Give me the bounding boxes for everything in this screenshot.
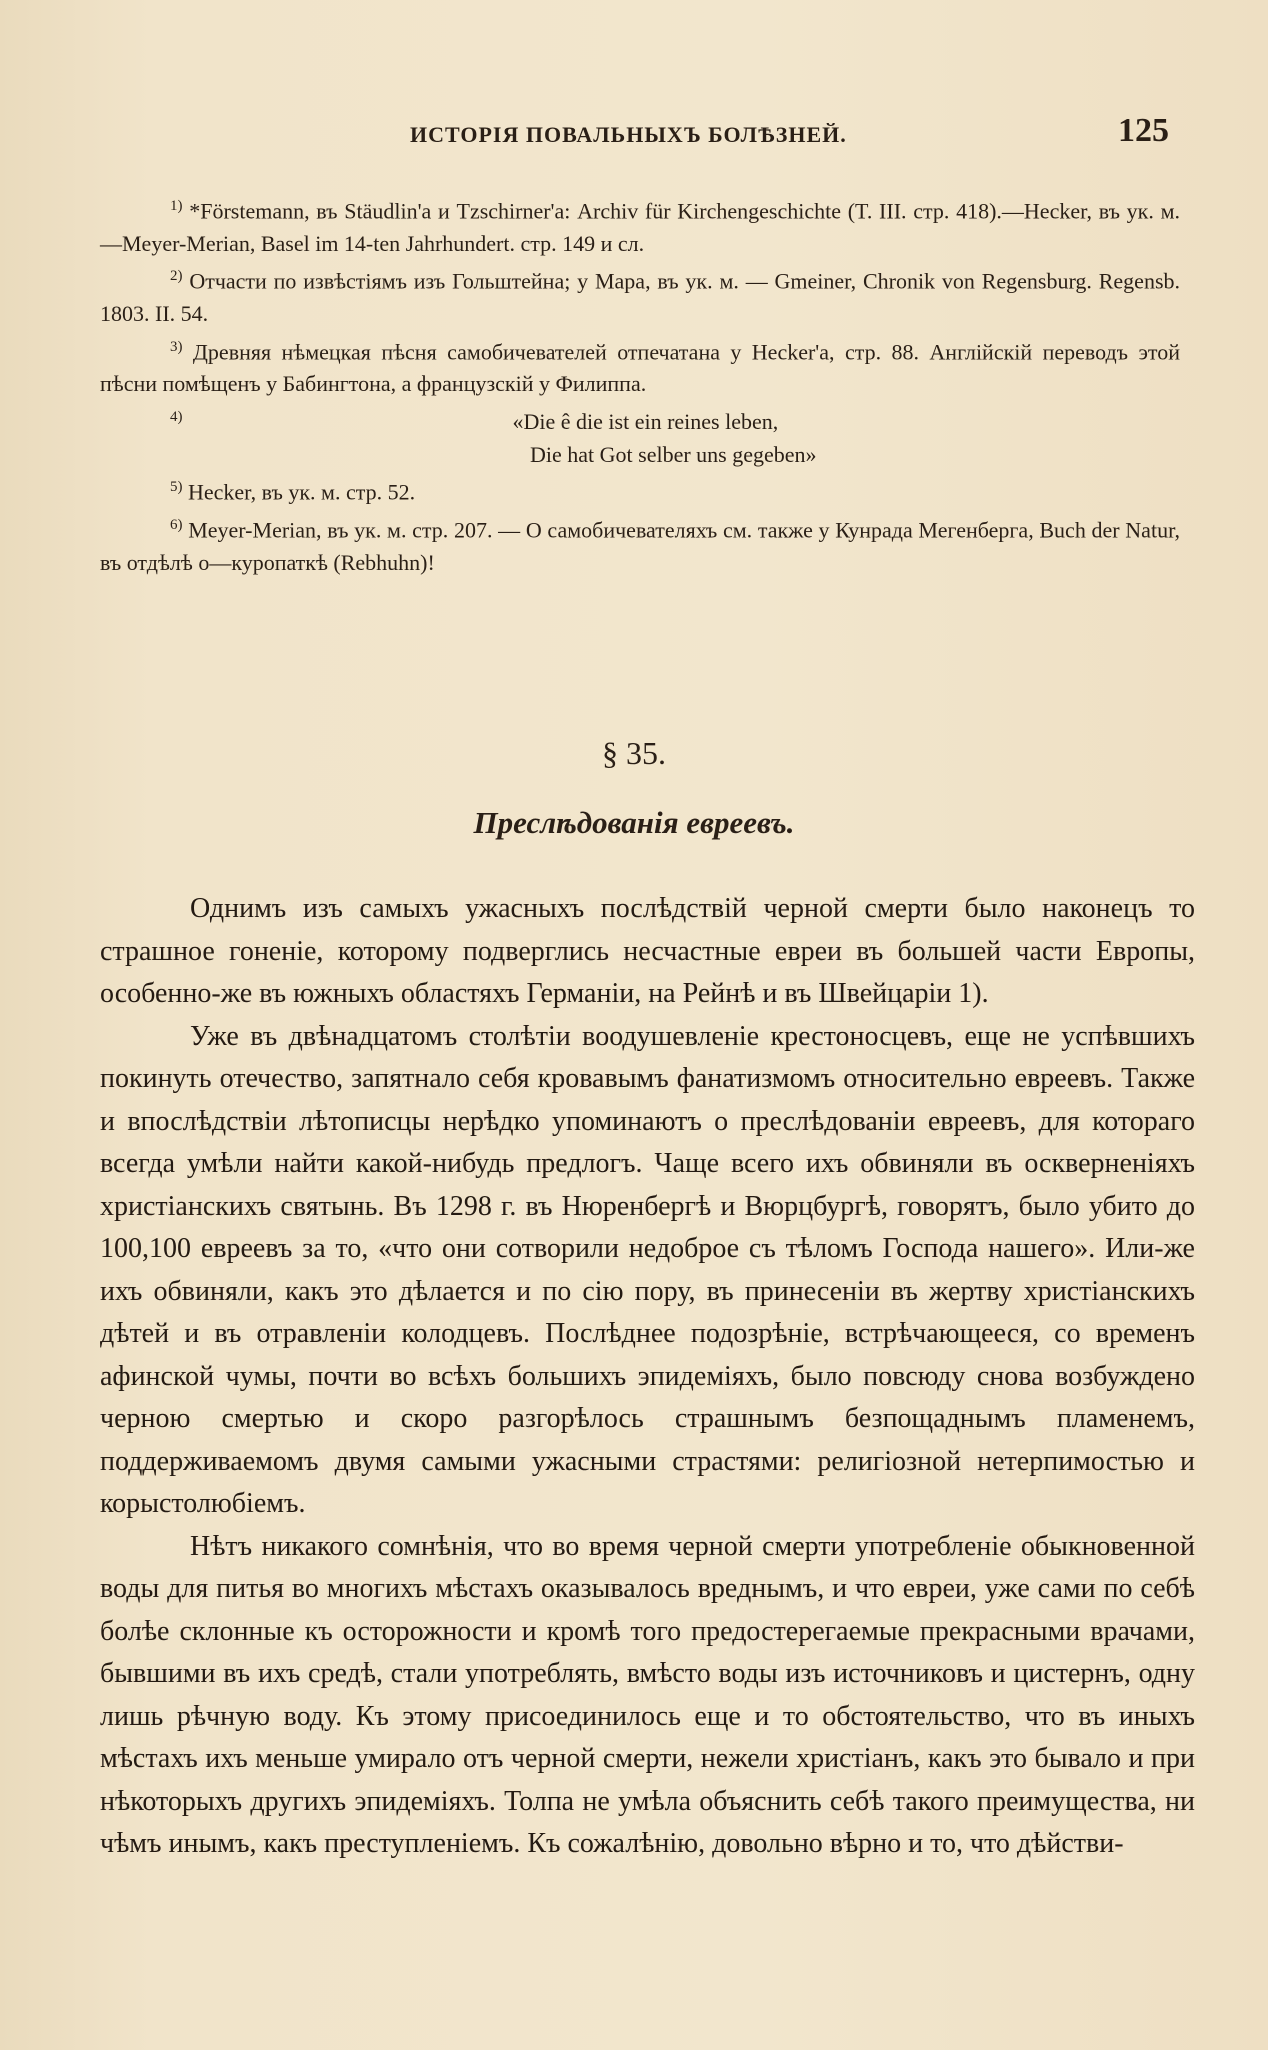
footnote-verse-line — [100, 439, 1180, 472]
page-number: 125 — [1118, 112, 1169, 149]
footnote-verse: $^{4)}$ «Die ê die ist ein reines leben, — [170, 408, 779, 435]
footnote: $^{6)}$ Meyer-Merian, въ ук. м. стр. 207. — О самобичевателяхъ см. также у Кунрада Мегенберга, Buch der Natur, въ отдѣлѣ о—куропаткѣ (Rebhuhn)! — [100, 517, 1181, 575]
footnote: $^{5)}$ Hecker, въ ук. м. стр. 52. — [170, 479, 416, 505]
paragraph: Нѣтъ никакого сомнѣнія, что во время черной смерти употребленіе обыкновенной воды для питья во многихъ мѣстахъ оказывалось вреднымъ, и что евреи, уже сами по себѣ болѣе склонные къ осторожности и кромѣ того предостерегаемые прекрасными врачами, бывшими въ ихъ средѣ, стали употреблять, вмѣсто воды изъ источниковъ и цистернъ, одну лишь рѣчную воду. Къ этому присоединилось еще и то обстоятельство, что въ иныхъ мѣстахъ ихъ меньше умирало отъ черной смерти, нежели христіанъ, какъ это бывало и при нѣкоторыхъ другихъ эпидеміяхъ. Толпа не умѣла объяснить себѣ такого преимущества, ни чѣмъ инымъ, какъ преступленіемъ. Къ сожалѣнію, довольно вѣрно и то, что дѣйстви- — [100, 1530, 1195, 1859]
section-title: Преслѣдованія евреевъ. — [473, 805, 795, 840]
body-text — [100, 888, 1195, 1866]
footnote: $^{2)}$ Отчасти по извѣстіямъ изъ Гольштейна; у Мара, въ ук. м. — Gmeiner, Chronik von Regensburg. Regensb. 1803. II. 54. — [100, 268, 1180, 327]
running-title: ИСТОРІЯ ПОВАЛЬНЫХЪ БОЛѢЗНЕЙ. — [410, 122, 847, 147]
paragraph: Однимъ изъ самыхъ ужасныхъ послѣдствій черной смерти было наконецъ то страшное гоненіе, которому подверглись несчастные евреи въ большей части Европы, особенно-же въ южныхъ областяхъ Германіи, на Рейнѣ и въ Швейцаріи 1). — [100, 893, 1195, 1009]
footnote: $^{1)}$ *Förstemann, въ Stäudlin'а и Tzschirner'а: Archiv für Kirchengeschichte (T. III. стр. 418).—Hecker, въ ук. м.—Meyer-Merian, Basel im 14-ten Jahrhundert. стр. 149 и сл. — [100, 198, 1181, 256]
paragraph: Уже въ двѣнадцатомъ столѣтіи воодушевленіе крестоносцевъ, еще не успѣвшихъ покинуть отечество, запятнало себя кровавымъ фанатизмомъ относительно евреевъ. Также и впослѣдствіи лѣтописцы нерѣдко упоминаютъ о преслѣдованіи евреевъ, для котораго всегда умѣли найти какой-нибудь предлогъ. Чаще всего ихъ обвиняли въ оскверненіяхъ христіанскихъ святынь. Въ 1298 г. въ Нюренбергѣ и Вюрцбургѣ, говорятъ, было убито до 100,100 евреевъ за то, «что они сотворили недоброе съ тѣломъ Господа нашего». Или-же ихъ обвиняли, какъ это дѣлается и по сію пору, въ принесеніи въ жертву христіанскихъ дѣтей и въ отравленіи колодцевъ. Послѣднее подозрѣніе, встрѣчающееся, со временъ афинской чумы, почти во всѣхъ большихъ эпидеміяхъ, было повсюду снова возбуждено черною смертью и скоро разгорѣлось страшнымъ безпощаднымъ пламенемъ, поддерживаемомъ двумя самыми ужасными страстями: религіозной нетерпимостью и корыстолюбіемъ. — [100, 1020, 1195, 1519]
page-header — [100, 112, 1180, 162]
footnotes — [100, 190, 1180, 579]
section-number: § 35. — [602, 735, 666, 771]
verse-line: «Die ê die ist ein reines leben, — [512, 409, 779, 435]
footnote: $^{3)}$ Древняя нѣмецкая пѣсня самобичевателей отпечатана у Hecker'а, стр. 88. Англійскій переводъ этой пѣсни помѣщенъ у Бабингтона, а французскій у Филиппа. — [100, 338, 1181, 397]
verse-line: Die hat Got selber uns gegeben» — [530, 441, 817, 467]
